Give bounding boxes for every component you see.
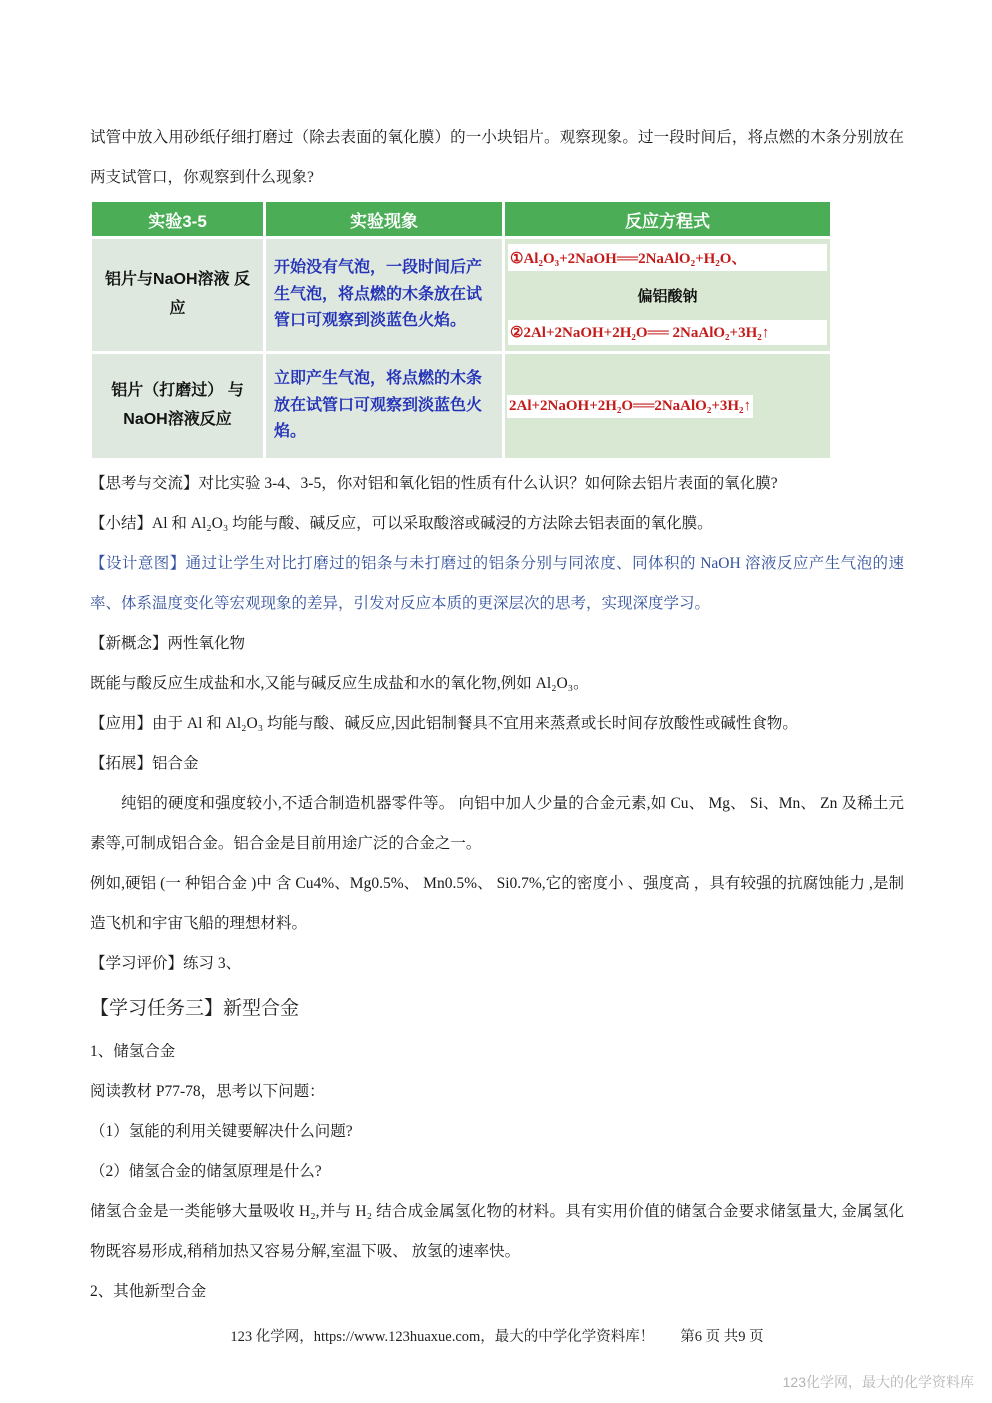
table-row1-experiment: 铝片与NaOH溶液 反应 xyxy=(92,239,263,351)
watermark-text: 123化学网，最大的化学资料库 xyxy=(782,1374,974,1390)
table-header-experiment: 实验3-5 xyxy=(92,202,263,236)
paragraph-think-exchange: 【思考与交流】对比实验 3-4、3-5，你对铝和氧化铝的性质有什么认识？如何除去铝片表面的氧化膜? xyxy=(90,475,778,492)
paragraph-hydrogen-alloy: 储氢合金是一类能够大量吸收 H₂,并与 H₂ 结合成金属氢化物的材料。具有实用价值的储氢合金要求储氢量大, 金属氢化物既容易形成,稍稍加热又容易分解,室温下吸、 放氢的速率快。 xyxy=(90,1203,904,1260)
paragraph-question-2: （2）储氢合金的储氢原理是什么? xyxy=(90,1163,322,1180)
equation-1-note: 偏铝酸钠 xyxy=(637,288,698,305)
equation-3: 2Al+2NaOH+2H₂O══2NaAlO₂+3H₂↑ xyxy=(507,395,753,418)
table-header-equation: 反应方程式 xyxy=(505,202,830,236)
page-footer xyxy=(90,1322,904,1352)
paragraph-extension: 【拓展】铝合金 xyxy=(90,755,199,772)
paragraph-item1: 1、储氢合金 xyxy=(90,1043,176,1060)
footer-site-text: 123 化学网，https://www.123huaxue.com，最大的中学化学资料库！ xyxy=(230,1329,655,1345)
experiment-table xyxy=(92,202,830,458)
paragraph-design-intent: 【设计意图】通过让学生对比打磨过的铝条与未打磨过的铝条分别与同浓度、同体积的 NaOH 溶液反应产生气泡的速率、体系温度变化等宏观现象的差异，引发对反应本质的更深层次的思考，实现深度学习。 xyxy=(90,555,904,612)
paragraph-item2: 2、其他新型合金 xyxy=(90,1283,207,1300)
paragraph-new-concept: 【新概念】两性氧化物 xyxy=(90,635,246,652)
intro-paragraph: 试管中放入用砂纸仔细打磨过（除去表面的氧化膜）的一小块铝片。观察现象。过一段时间后，将点燃的木条分别放在两支试管口，你观察到什么现象? xyxy=(90,129,904,186)
paragraph-example: 例如,硬铝 (一 种铝合金 )中 含 Cu4%、Mg0.5%、 Mn0.5%、 Si0.7%,它的密度小 、强度高 ，具有较强的抗腐蚀能力 ,是制造飞机和宇宙飞船的理想材料。 xyxy=(90,875,904,932)
table-row2-experiment: 铝片（打磨过） 与NaOH溶液反应 xyxy=(92,354,263,458)
table-row1-equations xyxy=(505,239,830,351)
footer-page-number: 第6 页 共9 页 xyxy=(680,1329,764,1345)
paragraph-evaluation: 【学习评价】练习 3、 xyxy=(90,955,242,972)
table-row2-equation-cell xyxy=(505,354,830,458)
paragraph-definition: 既能与酸反应生成盐和水,又能与碱反应生成盐和水的氧化物,例如 Al₂O₃。 xyxy=(90,675,589,692)
paragraph-question-1: （1）氢能的利用关键要解决什么问题? xyxy=(90,1123,353,1140)
paragraph-alloy: 纯铝的硬度和强度较小,不适合制造机器零件等。 向铝中加人少量的合金元素,如 Cu、 Mg、 Si、Mn、 Zn 及稀土元素等,可制成铝合金。铝合金是目前用途广泛的合金之一。 xyxy=(90,795,904,852)
equation-2: ②2Al+2NaOH+2H₂O══ 2NaAlO₂+3H₂↑ xyxy=(508,320,827,345)
heading-task3: 【学习任务三】新型合金 xyxy=(90,998,300,1019)
table-row2-phenomenon: 立即产生气泡，将点燃的木条放在试管口可观察到淡蓝色火焰。 xyxy=(266,354,502,458)
equation-1: ①Al₂O₃+2NaOH══2NaAlO₂+H₂O、 xyxy=(508,244,827,271)
paragraph-application: 【应用】由于 Al 和 Al₂O₃ 均能与酸、碱反应,因此铝制餐具不宜用来蒸煮或长时间存放酸性或碱性食物。 xyxy=(90,715,798,732)
paragraph-summary: 【小结】Al 和 Al₂O₃ 均能与酸、碱反应，可以采取酸溶或碱浸的方法除去铝表面的氧化膜。 xyxy=(90,515,713,532)
paragraph-reading: 阅读教材 P77-78，思考以下问题： xyxy=(90,1083,325,1100)
table-row1-phenomenon: 开始没有气泡，一段时间后产生气泡，将点燃的木条放在试管口可观察到淡蓝色火焰。 xyxy=(266,239,502,351)
table-header-phenomenon: 实验现象 xyxy=(266,202,502,236)
